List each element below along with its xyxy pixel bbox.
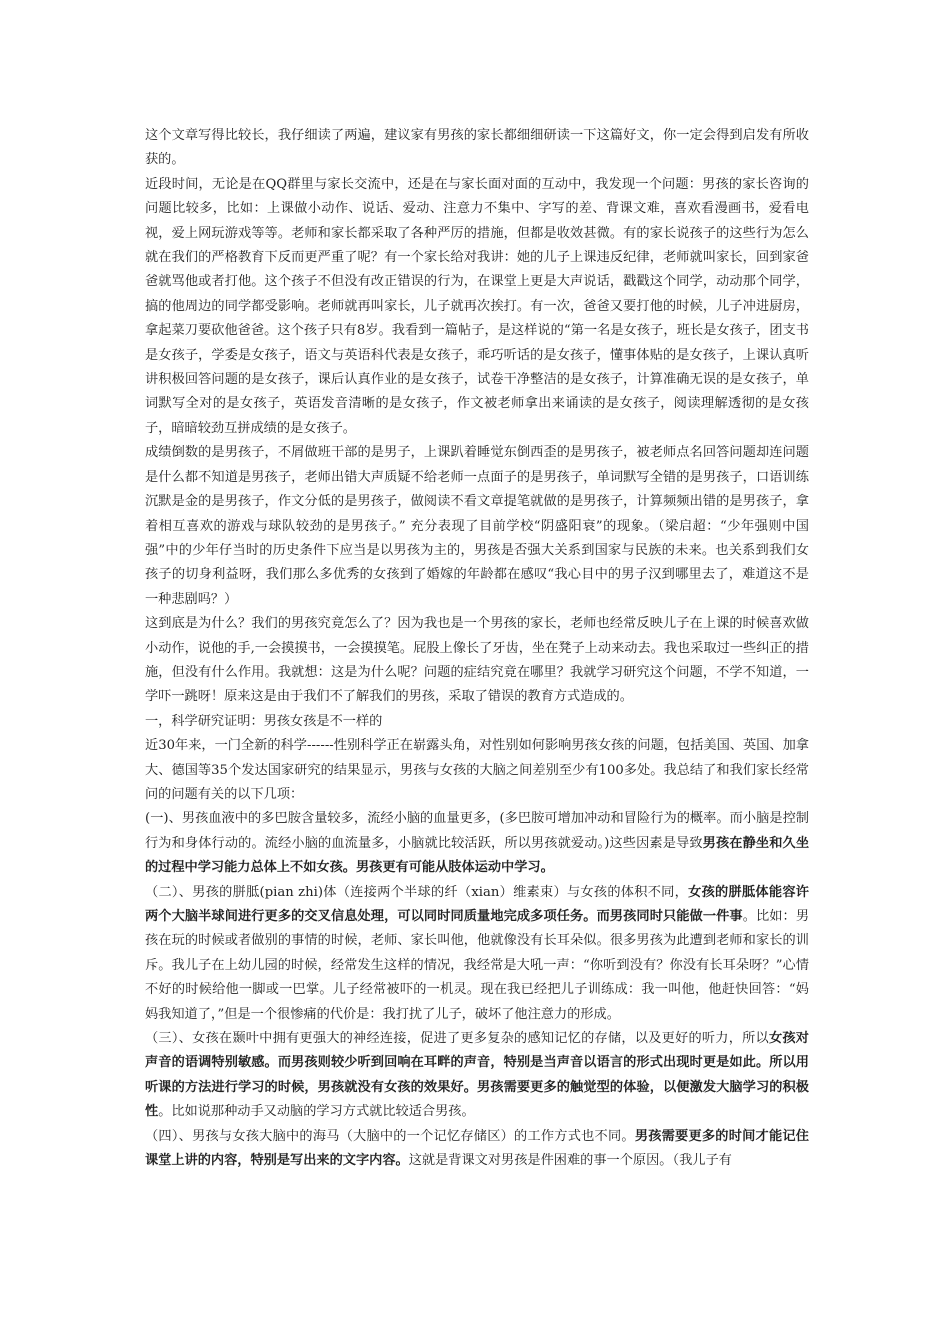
paragraph-question: 这到底是为什么？我们的男孩究竟怎么了？因为我也是一个男孩的家长，老师也经常反映儿子在上课的时候喜欢做小动作，说他的手,一会摸摸书，一会摸摸笔。屁股上像长了牙齿，坐在凳子上动来动去。我也采取过一些纠正的措施，但没有什么作用。我就想：这是为什么呢？问题的症结究竟在哪里？我就学习研究这个问题，不学不知道，一学吓一跳呀！原来这是由于我们不了解我们的男孩，采取了错误的教育方式造成的。: [145, 616, 809, 705]
point-four-text: （四）、男孩与女孩大脑中的海马（大脑中的一个记忆存储区）的工作方式也不同。: [145, 1128, 635, 1144]
paragraph-research: 近30年来，一门全新的科学------性别科学正在崭露头角，对性别如何影响男孩女孩的问题，包括美国、英国、加拿大、德国等35个发达国家研究的结果显示，男孩与女孩的大脑之间差别至少有100多处。我总结了和我们家长经常问的问题有关的以下几项：: [145, 738, 809, 802]
point-four: [145, 1125, 809, 1174]
point-four-text-continued: 这就是背课文对男孩是件困难的事一个原因。（我儿子有: [408, 1153, 732, 1169]
point-four-emphasis: 男孩需要更多的时间才能记住课堂上讲的内容，特别是写出来的文字内容。: [145, 1128, 809, 1169]
point-two-text-continued: 。比如：男孩在玩的时候或者做别的事情的时候，老师、家长叫他，他就像没有长耳朵似。很多男孩为此遭到老师和家长的训斥。我儿子在上幼儿园的时候，经常发生这样的情况，我经常是大吼一声：“你听到没有？你没有长耳朵呀？”心情不好的时候给他一脚或一巴掌。儿子经常被吓的一机灵。现在我已经把儿子训练成：我一叫他，他赶快回答：“妈妈我知道了，”但是一个很惨痛的代价是：我打扰了儿子，破坏了他注意力的形成。: [145, 909, 810, 1022]
point-one: [145, 807, 809, 880]
point-three-emphasis: 女孩对声音的语调特别敏感。而男孩则较少听到回响在耳畔的声音，特别是当声音以语言的形式出现时更是如此。所以用听课的方法进行学习的时候，男孩就没有女孩的效果好。男孩需要更多的触觉型的体验，以便激发大脑学习的积极性: [145, 1031, 809, 1120]
point-three: [145, 1027, 809, 1125]
paragraph-observation: 近段时间，无论是在QQ群里与家长交流中，还是在与家长面对面的互动中，我发现一个问题：男孩的家长咨询的问题比较多，比如：上课做小动作、说话、爱动、注意力不集中、字写的差、背课文难，喜欢看漫画书，爱看电视，爱上网玩游戏等等。老师和家长都采取了各种严厉的措施，但都是收效甚微。有的家长说孩子的这些行为怎么就在我们的严格教育下反而更严重了呢？有一个家长给对我讲：她的儿子上课违反纪律，老师就叫家长，回到家爸爸就骂他或者打他。这个孩子不但没有改正错误的行为，在课堂上更是大声说话，戳戳这个同学，动动那个同学，搞的他周边的同学都受影响。老师就再叫家长，儿子就再次挨打。有一次，爸爸又要打他的时候，儿子冲进厨房，拿起菜刀要砍他爸爸。这个孩子只有8岁。我看到一篇帖子，是这样说的“第一名是女孩子，班长是女孩子，团支书是女孩子，学委是女孩子，语文与英语科代表是女孩子，乖巧听话的是女孩子，懂事体贴的是女孩子，上课认真听讲积极回答问题的是女孩子，课后认真作业的是女孩子，试卷干净整洁的是女孩子，计算准确无误的是女孩子，单词默写全对的是女孩子，英语发音清晰的是女孩子，作文被老师拿出来诵读的是女孩子，阅读理解透彻的是女孩子，暗暗较劲互拼成绩的是女孩子。: [145, 176, 809, 436]
point-three-text-continued: 。比如说那种动手又动脑的学习方式就比较适合男孩。: [158, 1104, 475, 1120]
section-heading: 一，科学研究证明：男孩女孩是不一样的: [145, 713, 383, 729]
point-one-text: (一)、男孩血液中的多巴胺含量较多，流经小脑的血量更多，(多巴胺可增加冲动和冒险行为的概率。而小脑是控制行为和身体行动的。流经小脑的血流量多，小脑就比较活跃，所以男孩就爱动。)这些因素是导致: [145, 811, 809, 851]
point-two: [145, 881, 809, 1027]
point-two-text: （二）、男孩的胼胝(pian zhi)体（连接两个半球的纤（xian）维素束）与女孩的体积不同，: [145, 884, 689, 900]
point-two-emphasis: 女孩的胼胝体能容许两个大脑半球间进行更多的交叉信息处理，可以同时同质量地完成多项任务。而男孩同时只能做一件事: [145, 884, 809, 924]
point-three-text: （三）、女孩在颞叶中拥有更强大的神经连接，促进了更多复杂的感知记忆的存储，以及更好的听力，所以: [145, 1031, 769, 1047]
paragraph-boys-quote: 成绩倒数的是男孩子，不屑做班干部的是男子，上课趴着睡觉东倒西歪的是男孩子，被老师点名回答问题却连问题是什么都不知道是男孩子，老师出错大声质疑不给老师一点面子的是男孩子，单词默写全错的是男孩子，口语训练沉默是金的是男孩子，作文分低的是男孩子，做阅读不看文章提笔就做的是男孩子，计算频频出错的是男孩子，拿着相互喜欢的游戏与球队较劲的是男孩子。” 充分表现了目前学校“阴盛阳衰”的现象。（梁启超：“少年强则中国强”中的少年仔当时的历史条件下应当是以男孩为主的，男孩是否强大关系到国家与民族的未来。也关系到我们女孩子的切身利益呀，我们那么多优秀的女孩到了婚嫁的年龄都在感叹“我心目中的男子汉到哪里去了，难道这不是一种悲剧吗？）: [145, 445, 809, 607]
document-page: [145, 124, 809, 1173]
point-one-emphasis: 男孩在静坐和久坐的过程中学习能力总体上不如女孩。男孩更有可能从肢体运动中学习。: [145, 835, 810, 876]
intro-paragraph: 这个文章写得比较长，我仔细读了两遍，建议家有男孩的家长都细细研读一下这篇好文，你一定会得到启发有所收获的。: [145, 128, 809, 168]
